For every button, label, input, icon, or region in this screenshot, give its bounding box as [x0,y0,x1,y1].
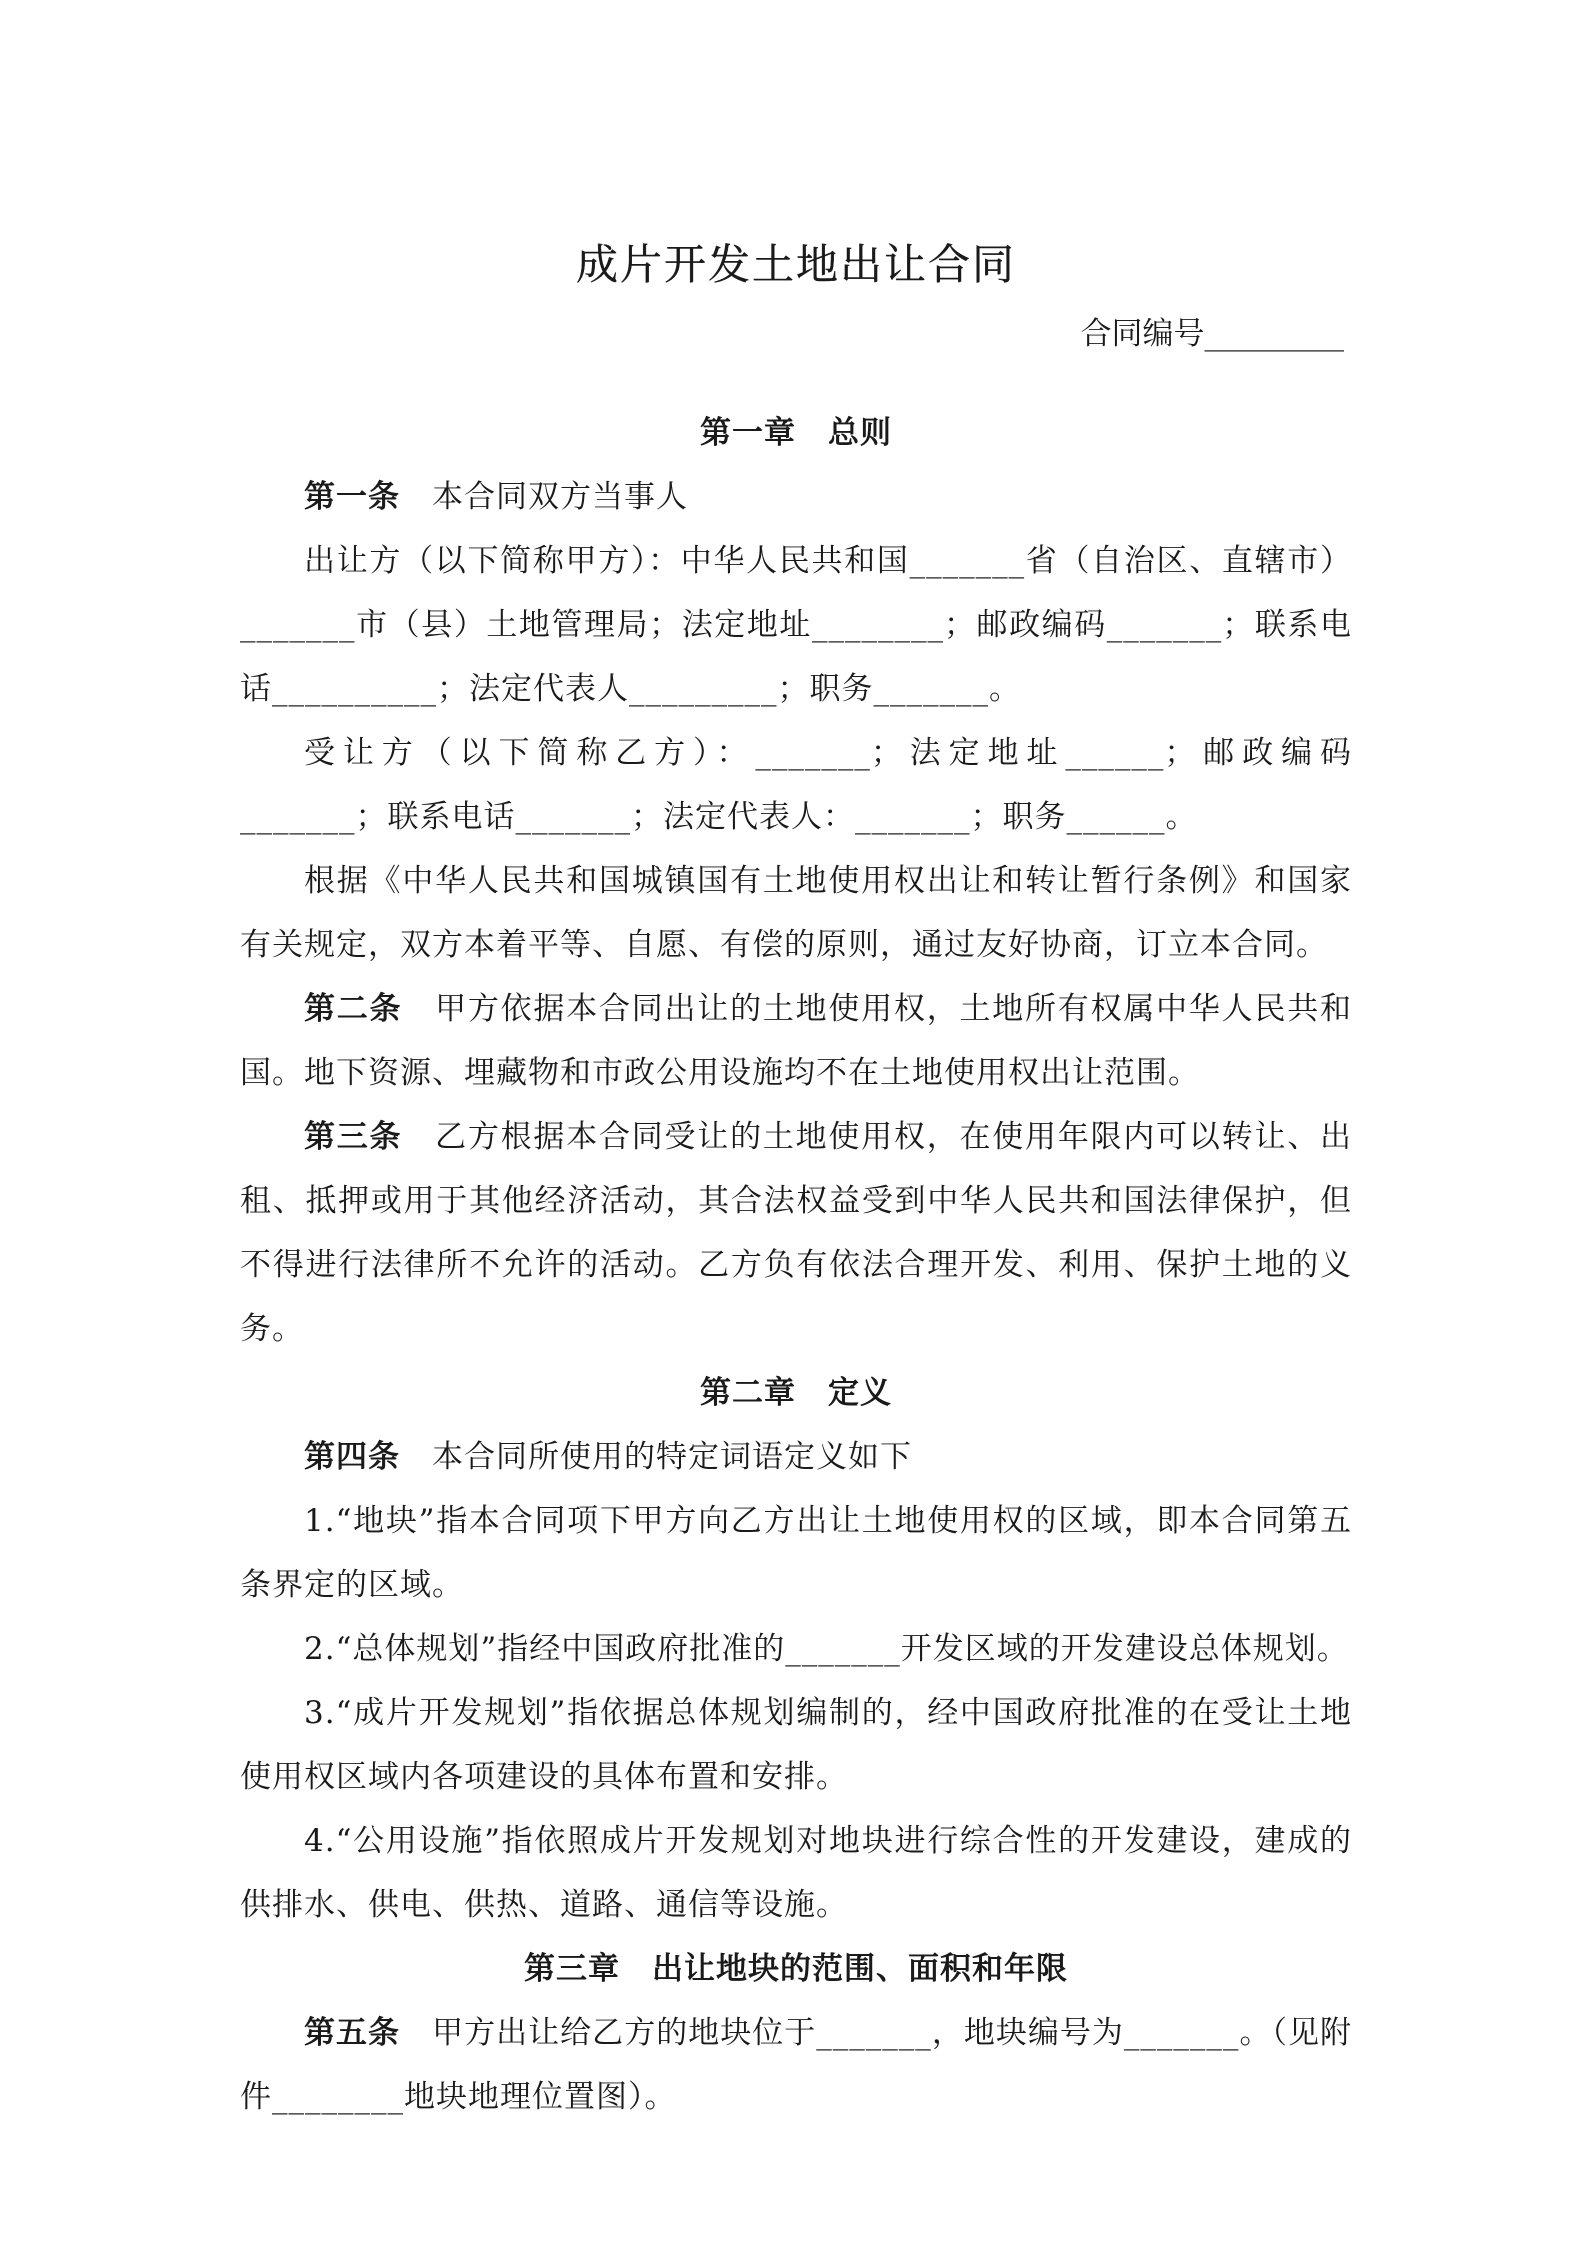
paragraph-text: 1.“地块”指本合同项下甲方向乙方出让土地使用权的区域，即本合同第五条界定的区域。 [240,1503,1352,1603]
paragraph-text: 乙方根据本合同受让的土地使用权，在使用年限内可以转让、出租、抵押或用于其他经济活动，其合法权益受到中华人民共和国法律保护，但不得进行法律所不允许的活动。乙方负有依法合理开发、利用、保护土地的义务。 [240,1119,1353,1347]
article-paragraph [240,465,1352,529]
chapter-heading: 第二章 定义 [700,1375,892,1411]
body-paragraph [240,1617,1352,1681]
article-paragraph [240,977,1352,1105]
article-number: 第一条 [304,479,400,515]
paragraph-text: 本合同所使用的特定词语定义如下 [432,1439,912,1475]
article-number: 第五条 [304,2015,401,2051]
contract-number-field: 合同编号_________ [1080,316,1344,352]
paragraph-text: 本合同双方当事人 [432,479,688,515]
paragraph-text: 受让方（以下简称乙方）：_______；法定地址______；邮政编码_______；联系电话_______；法定代表人：_______；职务______。 [240,735,1352,835]
chapter-heading: 第一章 总则 [700,415,892,451]
article-number: 第三条 [304,1119,403,1155]
document-title: 成片开发土地出让合同 [575,240,1016,289]
body-paragraph [240,1809,1352,1937]
article-paragraph [240,2001,1352,2129]
article-paragraph [240,1425,1352,1489]
chapters-container [240,401,1352,2129]
body-paragraph [240,1681,1352,1809]
body-paragraph [240,529,1352,721]
paragraph-text: 4.“公用设施”指依照成片开发规划对地块进行综合性的开发建设，建成的供排水、供电、供热、道路、通信等设施。 [240,1823,1352,1923]
paragraph-text: 出让方（以下简称甲方）：中华人民共和国_______省（自治区、直辖市）_______市（县）土地管理局；法定地址________；邮政编码_______；联系电话__________；法定代表人_________；职务_______。 [240,543,1352,707]
article-number: 第二条 [304,991,403,1027]
paragraph-text: 甲方依据本合同出让的土地使用权，土地所有权属中华人民共和国。地下资源、埋藏物和市政公用设施均不在土地使用权出让范围。 [240,991,1353,1091]
body-paragraph [240,1489,1352,1617]
spacer [240,363,1352,401]
article-paragraph [240,1105,1352,1361]
paragraph-text: 根据《中华人民共和国城镇国有土地使用权出让和转让暂行条例》和国家有关规定，双方本着平等、自愿、有偿的原则，通过友好协商，订立本合同。 [240,863,1352,963]
contract-page [240,225,1352,2129]
paragraph-text: 3.“成片开发规划”指依据总体规划编制的，经中国政府批准的在受让土地使用权区域内各项建设的具体布置和安排。 [240,1695,1352,1795]
body-paragraph [240,849,1352,977]
paragraph-text: 2.“总体规划”指经中国政府批准的_______开发区域的开发建设总体规划。 [304,1631,1349,1667]
chapter-heading: 第三章 出让地块的范围、面积和年限 [524,1951,1068,1987]
article-number: 第四条 [304,1439,400,1475]
paragraph-text: 甲方出让给乙方的地块位于_______，地块编号为_______。（见附件________地块地理位置图）。 [240,2015,1353,2115]
body-paragraph [240,721,1352,849]
